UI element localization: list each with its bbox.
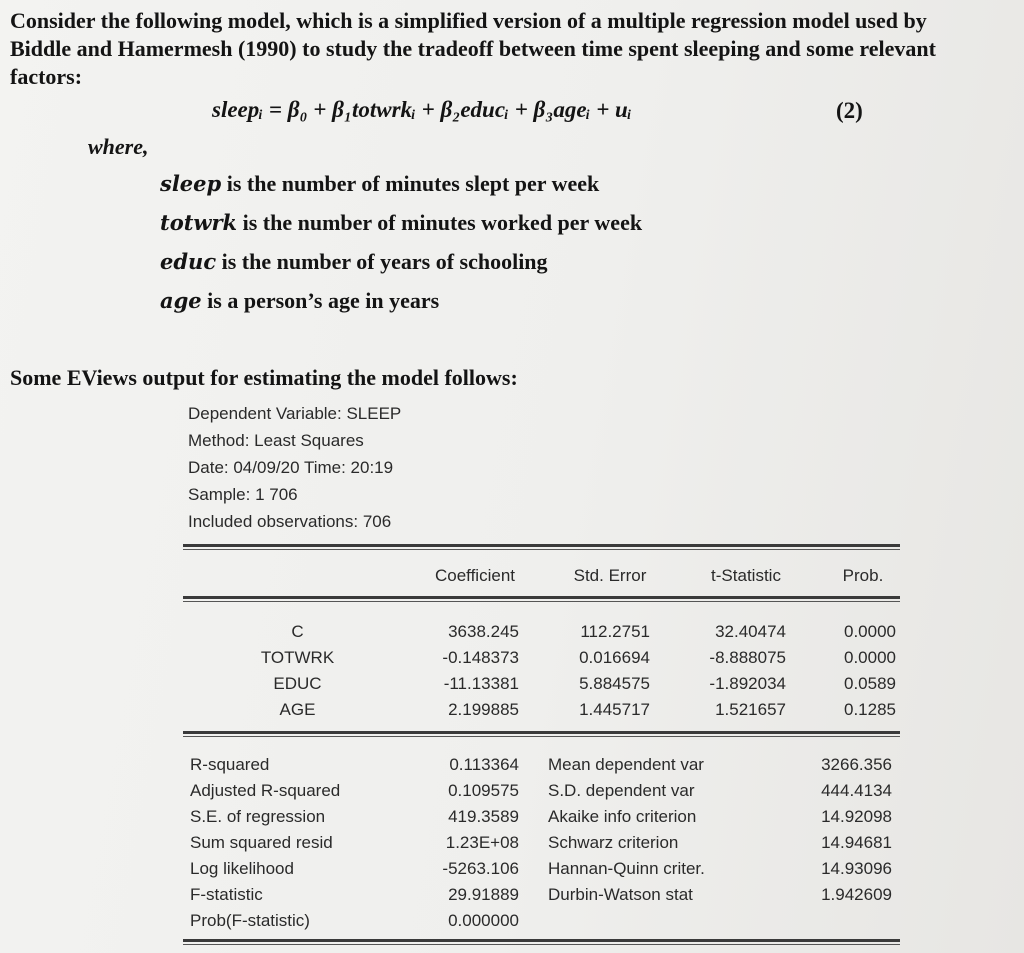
stat-label-f-statistic: F-statistic — [190, 885, 263, 904]
row-std-error: 5.884575 — [579, 674, 650, 693]
intro-line-2: Biddle and Hamermesh (1990) to study the tradeoff between time spent sleeping and some relevant — [10, 36, 936, 61]
definition-text: is a person’s age in years — [201, 288, 440, 313]
stat-label-adjusted-r-squared: Adjusted R-squared — [190, 781, 341, 800]
row-variable: AGE — [279, 700, 316, 719]
stat-value-mean-dependent: 3266.356 — [821, 755, 892, 774]
stat-label-se-regression: S.E. of regression — [190, 807, 326, 826]
stat-label-log-likelihood: Log likelihood — [190, 859, 294, 878]
stat-value-sd-dependent: 444.4134 — [821, 781, 892, 800]
intro-line-3: factors: — [10, 64, 83, 89]
stat-value-log-likelihood: -5263.106 — [442, 859, 519, 878]
row-std-error: 112.2751 — [580, 622, 650, 641]
estimation-method: Method: Least Squares — [188, 431, 364, 450]
header-coefficient: Coefficient — [434, 566, 515, 585]
intro-paragraph — [10, 7, 1015, 91]
regression-equation: sleepᵢ = β₀ + β₁totwrkᵢ + β₂educᵢ + β₃ageᵢ + uᵢ — [212, 97, 632, 122]
table-bottom-rule-thin — [183, 944, 900, 945]
row-t-statistic: -1.892034 — [709, 674, 786, 693]
stat-value-r-squared: 0.113364 — [449, 755, 519, 774]
stat-value-f-statistic: 29.91889 — [448, 885, 519, 904]
definition-totwrk — [160, 210, 642, 236]
row-coefficient: -11.13381 — [443, 674, 519, 693]
row-variable: C — [291, 622, 304, 641]
header-std-error: Std. Error — [573, 566, 647, 585]
row-prob: 0.0000 — [844, 622, 896, 641]
definition-var: age — [160, 288, 202, 313]
definition-educ — [160, 249, 548, 275]
estimation-date: Date: 04/09/20 Time: 20:19 — [188, 458, 394, 477]
stat-value-prob-f-statistic: 0.000000 — [448, 911, 519, 930]
stat-value-akaike: 14.92098 — [821, 807, 892, 826]
stat-value-schwarz: 14.94681 — [821, 833, 892, 852]
table-top-rule-thin — [183, 549, 900, 550]
header-bottom-rule-thin — [183, 601, 900, 602]
row-variable: EDUC — [273, 674, 322, 693]
row-prob: 0.0589 — [844, 674, 896, 693]
where-label: where, — [88, 134, 149, 159]
equation-number: (2) — [836, 98, 863, 123]
stat-label-sd-dependent: S.D. dependent var — [548, 781, 695, 800]
stat-label-prob-f-statistic: Prob(F-statistic) — [190, 911, 310, 930]
stat-value-se-regression: 419.3589 — [448, 807, 519, 826]
table-bottom-rule — [183, 939, 900, 942]
included-observations: Included observations: 706 — [188, 512, 392, 531]
coef-bottom-rule — [183, 731, 900, 734]
sample-range: Sample: 1 706 — [188, 485, 298, 504]
row-coefficient: 2.199885 — [448, 700, 519, 719]
stat-value-adjusted-r-squared: 0.109575 — [448, 781, 519, 800]
definition-text: is the number of minutes worked per week — [237, 210, 643, 235]
stat-label-hannan-quinn: Hannan-Quinn criter. — [548, 859, 705, 878]
row-prob: 0.1285 — [844, 700, 896, 719]
header-prob: Prob. — [842, 566, 884, 585]
row-t-statistic: -8.888075 — [709, 648, 786, 667]
stat-value-hannan-quinn: 14.93096 — [821, 859, 892, 878]
intro-line-1: Consider the following model, which is a simplified version of a multiple regression model used by — [10, 8, 927, 33]
row-t-statistic: 32.40474 — [715, 622, 786, 641]
row-coefficient: 3638.245 — [448, 622, 519, 641]
stat-value-durbin-watson: 1.942609 — [821, 885, 892, 904]
coef-bottom-rule-thin — [183, 736, 900, 737]
dependent-variable: Dependent Variable: SLEEP — [188, 404, 402, 423]
definition-var: totwrk — [160, 210, 238, 235]
definition-text: is the number of years of schooling — [216, 249, 548, 274]
header-bottom-rule — [183, 596, 900, 599]
definition-var: educ — [160, 249, 217, 274]
stat-label-sum-squared-resid: Sum squared resid — [190, 833, 333, 852]
row-coefficient: -0.148373 — [442, 648, 519, 667]
row-std-error: 1.445717 — [579, 700, 650, 719]
row-std-error: 0.016694 — [579, 648, 650, 667]
definition-age — [160, 288, 439, 314]
row-prob: 0.0000 — [844, 648, 896, 667]
stat-label-mean-dependent: Mean dependent var — [548, 755, 704, 774]
stat-value-sum-squared-resid: 1.23E+08 — [445, 833, 519, 852]
table-top-rule — [183, 544, 900, 547]
stat-label-r-squared: R-squared — [190, 755, 270, 774]
row-variable: TOTWRK — [260, 648, 335, 667]
header-t-statistic: t-Statistic — [711, 566, 781, 585]
stat-label-akaike: Akaike info criterion — [548, 807, 697, 826]
definition-text: is the number of minutes slept per week — [221, 171, 600, 196]
section-heading: Some EViews output for estimating the model follows: — [10, 365, 518, 390]
definition-sleep — [160, 171, 599, 197]
stat-label-schwarz: Schwarz criterion — [548, 833, 679, 852]
definition-var: sleep — [160, 171, 222, 196]
stat-label-durbin-watson: Durbin-Watson stat — [548, 885, 693, 904]
row-t-statistic: 1.521657 — [715, 700, 786, 719]
